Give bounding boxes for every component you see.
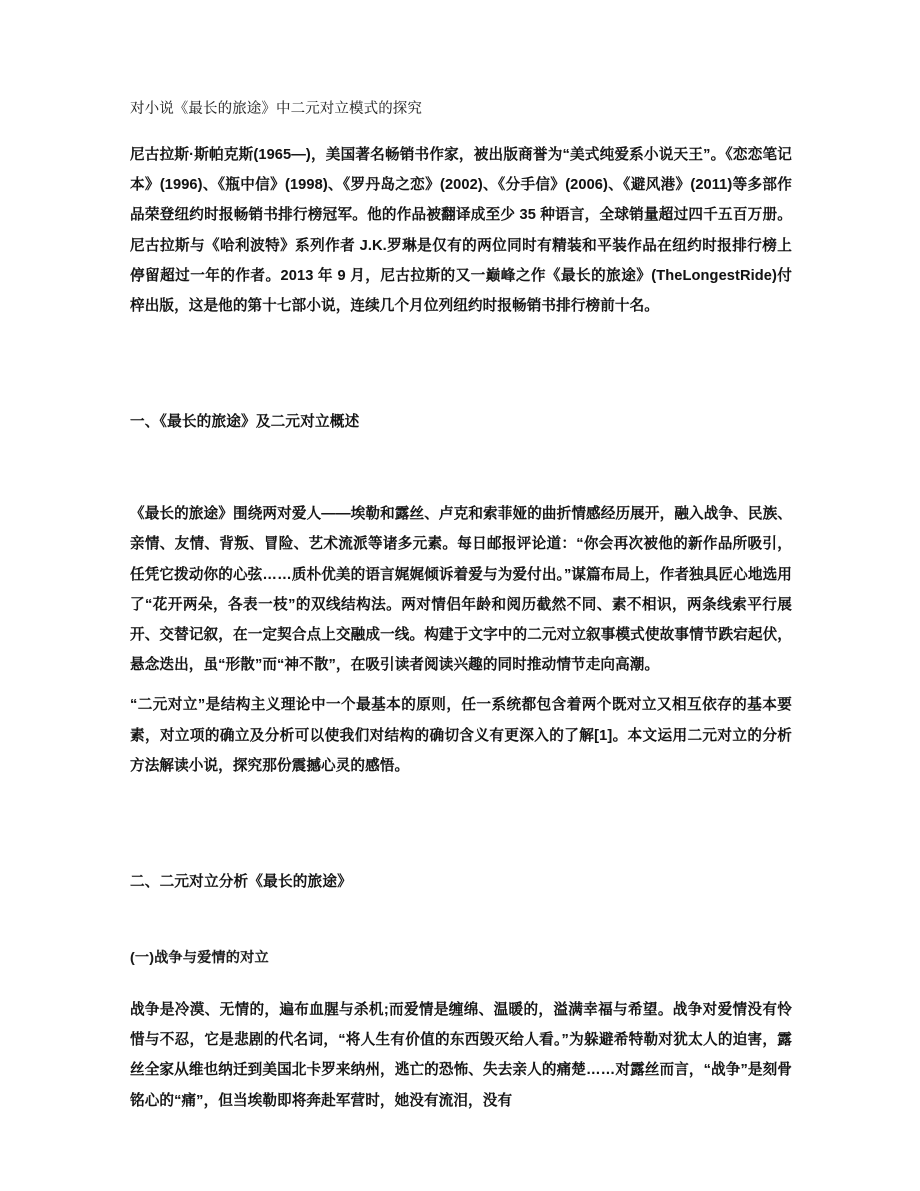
- spacer-between-section-one-paragraphs: [130, 680, 792, 690]
- spacer-after-section-two-heading: [130, 897, 792, 943]
- section-one-paragraph-2: “二元对立”是结构主义理论中一个最基本的原则，任一系统都包含着两个既对立又相互依存的基本要素，对立项的确立及分析可以使我们对结构的确切含义有更深入的了解[1]。本文运用二元对立的分析方法解读小说，探究那份震撼心灵的感悟。: [130, 697, 792, 774]
- spacer-before-section-two: [130, 781, 792, 867]
- subsection-one-heading: (一)战争与爱情的对立: [130, 950, 269, 967]
- document-text-column: [130, 96, 792, 1116]
- document-title: 对小说《最长的旅途》中二元对立模式的探究: [130, 101, 422, 117]
- section-one-paragraph-1: 《最长的旅途》围绕两对爱人——埃勒和露丝、卢克和索菲娅的曲折情感经历展开，融入战争、民族、亲情、友情、背叛、冒险、艺术流派等诸多元素。每日邮报评论道：“你会再次被他的新作品所吸引，任凭它拨动你的心弦……质朴优美的语言娓娓倾诉着爱与为爱付出。”谋篇布局上，作者独具匠心地选用了“花开两朵，各表一枝”的双线结构法。两对情侣年龄和阅历截然不同、素不相识，两条线索平行展开、交替记叙，在一定契合点上交融成一线。构建于文字中的二元对立叙事模式使故事情节跌宕起伏，悬念迭出，虽“形散”而“神不散”，在吸引读者阅读兴趣的同时推动情节走向高潮。: [130, 506, 792, 674]
- intro-paragraph: 尼古拉斯·斯帕克斯(1965—)，美国著名畅销书作家，被出版商誉为“美式纯爱系小说天王”。《恋恋笔记本》(1996)、《瓶中信》(1998)、《罗丹岛之恋》(2002)、《分手信》(2006)、《避风港》(2011)等多部作品荣登纽约时报畅销书排行榜冠军。他的作品被翻译成至少 35 种语言，全球销量超过四千五百万册。尼古拉斯与《哈利波特》系列作者 J.K.罗琳是仅有的两位同时有精装和平装作品在纽约时报排行榜上停留超过一年的作者。2013 年 9 月，尼古拉斯的又一巅峰之作《最长的旅途》(TheLongestRide)付梓出版，这是他的第十七部小说，连续几个月位列纽约时报畅销书排行榜前十名。: [130, 147, 792, 315]
- subsection-one-paragraph-1: 战争是冷漠、无情的，遍布血腥与杀机;而爱情是缠绵、温暖的，溢满幸福与希望。战争对爱情没有怜惜与不忍，它是悲剧的代名词，“将人生有价值的东西毁灭给人看。”为躲避希特勒对犹太人的迫害，露丝全家从维也纳迁到美国北卡罗来纳州，逃亡的恐怖、失去亲人的痛楚……对露丝而言，“战争”是刻骨铭心的“痛”，但当埃勒即将奔赴军营时，她没有流泪，没有: [130, 1002, 792, 1109]
- spacer-after-intro: [130, 321, 792, 407]
- spacer-after-section-one-heading: [130, 437, 792, 499]
- spacer-after-subsection-heading: [130, 973, 792, 995]
- section-one-heading: 一、《最长的旅途》及二元对立概述: [130, 414, 360, 431]
- section-two-heading: 二、二元对立分析《最长的旅途》: [130, 874, 352, 891]
